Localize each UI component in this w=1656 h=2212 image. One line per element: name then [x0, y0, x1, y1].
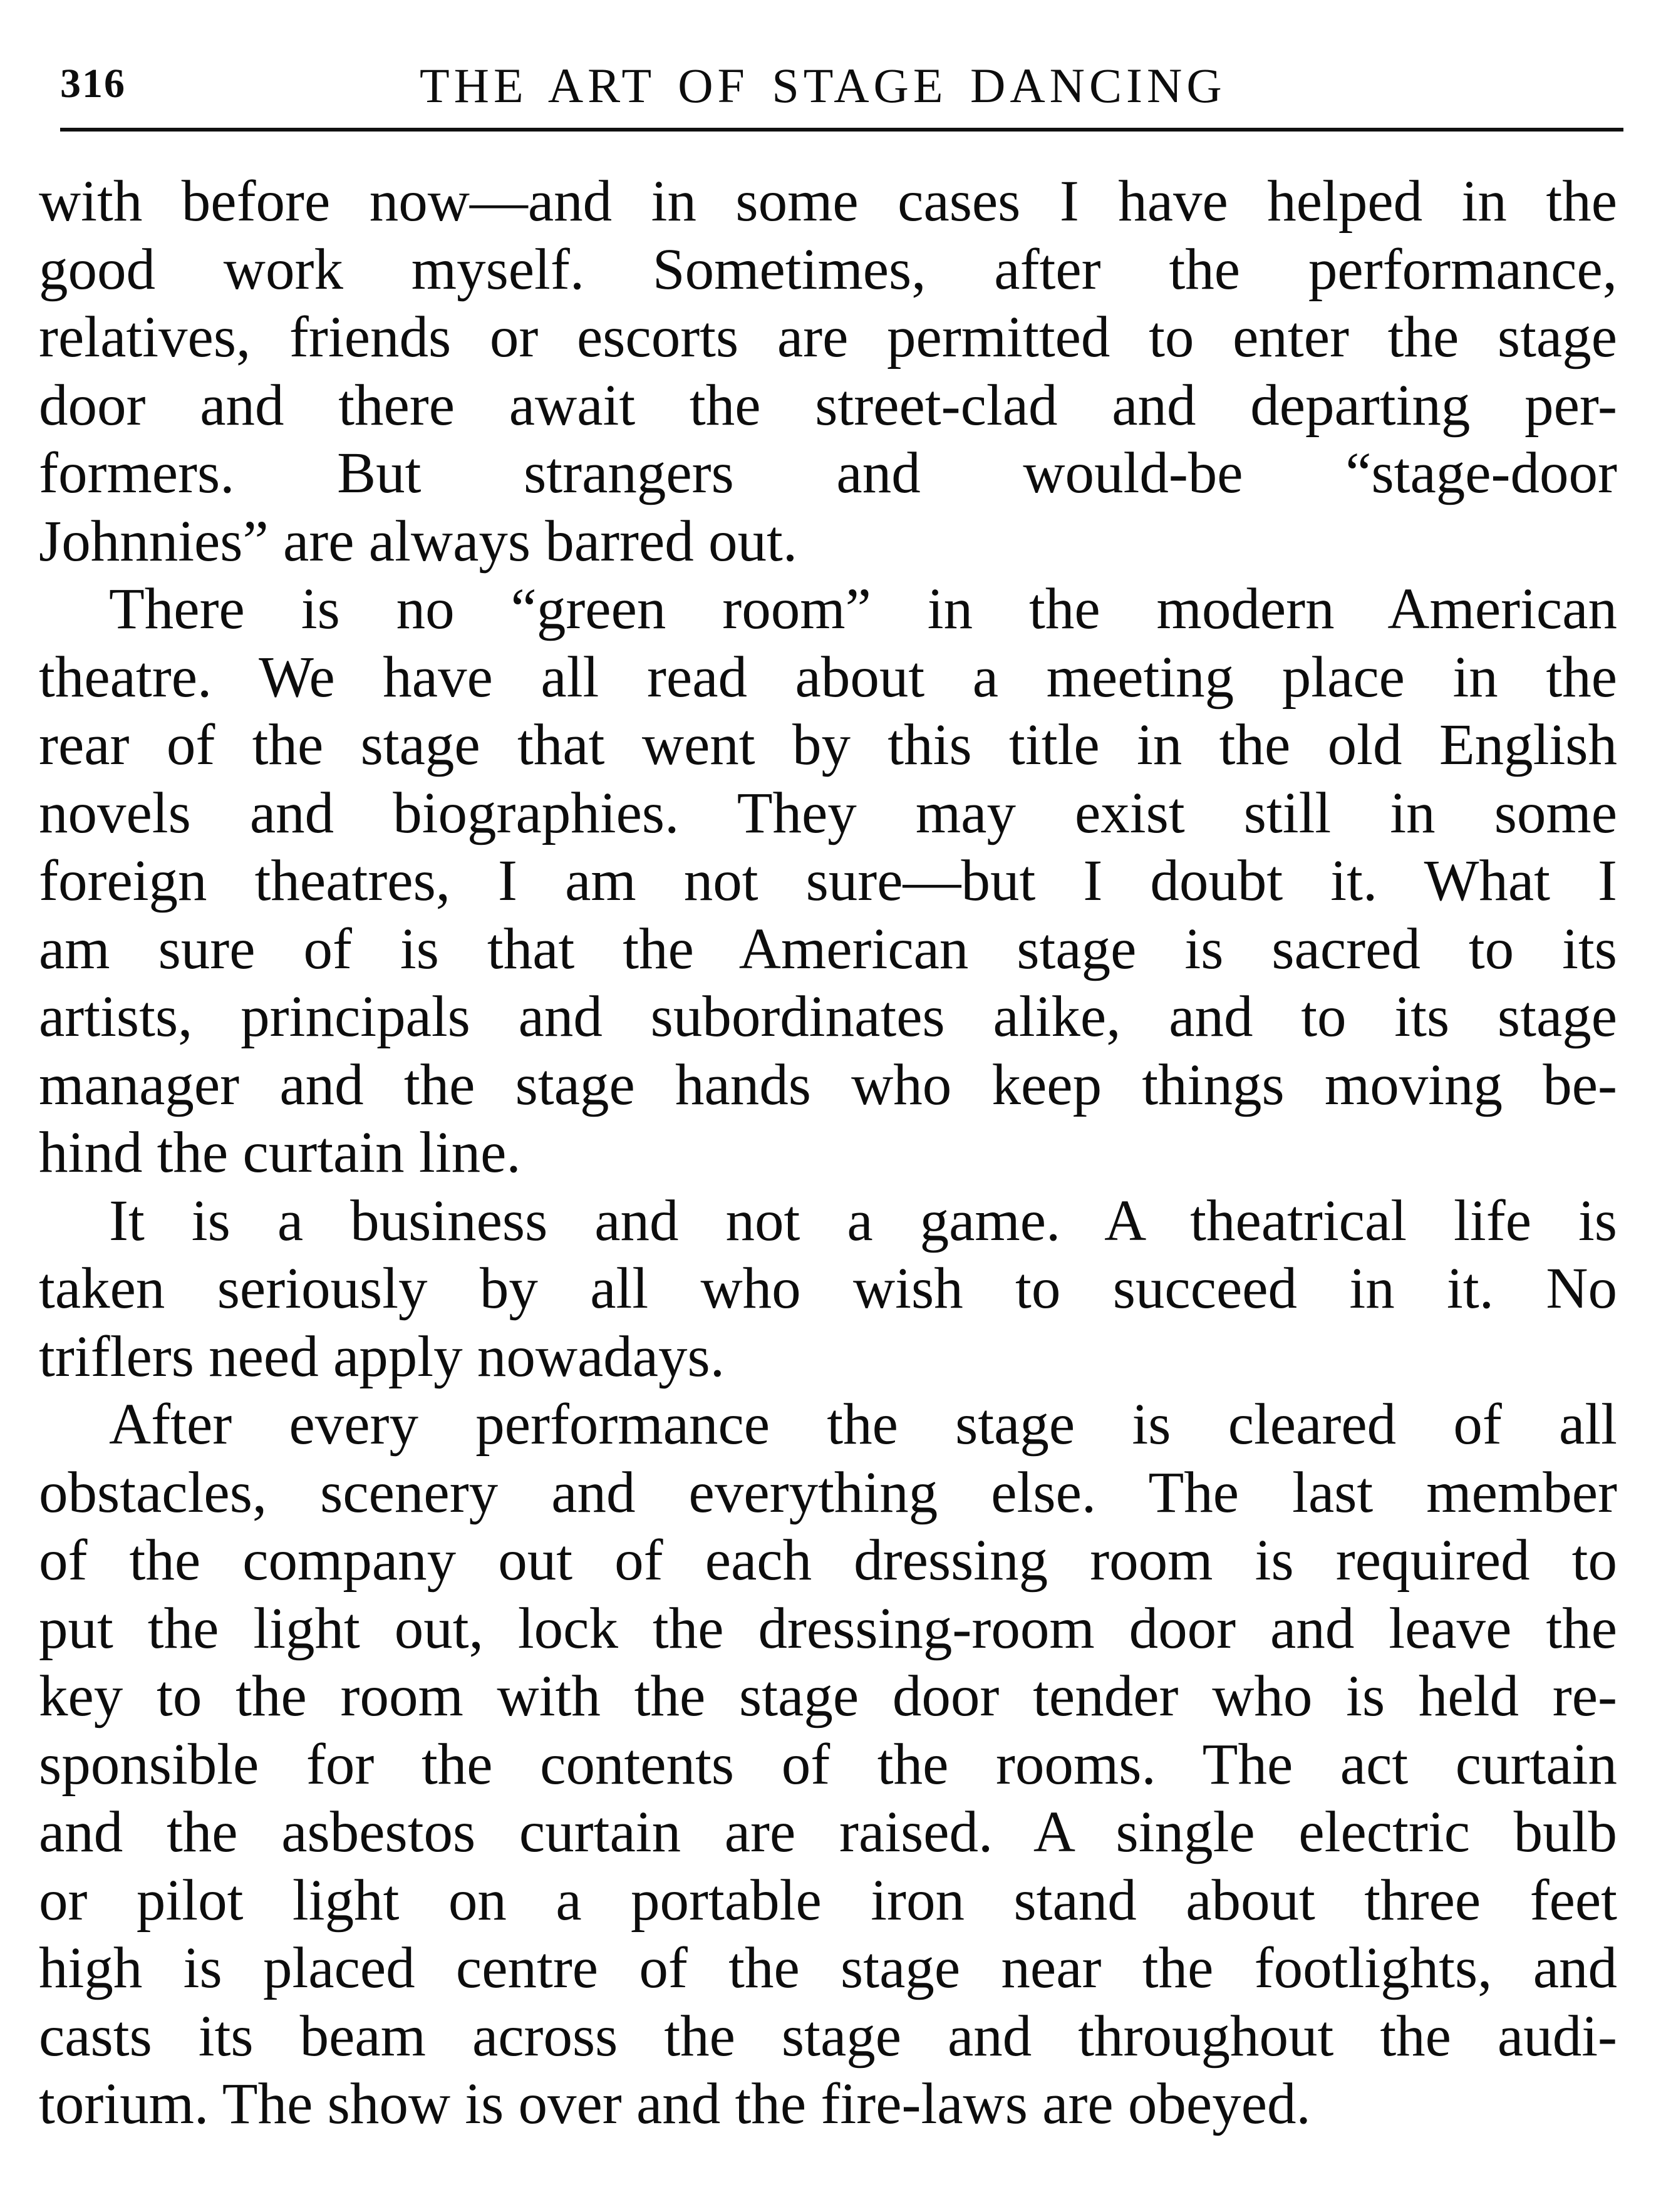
text-line: hind the curtain line.	[39, 1120, 521, 1185]
text-line: There is no “green room” in the modern American	[109, 577, 1617, 641]
text-line: high is placed centre of the stage near the footlights, and	[39, 1936, 1617, 2000]
page-number: 316	[60, 61, 126, 106]
header-rule	[60, 128, 1623, 132]
paragraph	[39, 168, 1617, 576]
text-line: rear of the stage that went by this title in the old English	[39, 713, 1617, 777]
text-line: with before now—and in some cases I have helped in the	[39, 169, 1617, 234]
text-line: artists, principals and subordinates alike, and to its stage	[39, 985, 1617, 1049]
running-title: THE ART OF STAGE DANCING	[420, 58, 1226, 113]
text-line: torium. The show is over and the fire-laws are obeyed.	[39, 2072, 1311, 2136]
text-line: It is a business and not a game. A theatrical life is	[109, 1188, 1617, 1253]
text-line: formers. But strangers and would-be “stage-door	[39, 441, 1617, 505]
text-line: am sure of is that the American stage is sacred to its	[39, 916, 1617, 981]
text-line: theatre. We have all read about a meeting place in the	[39, 644, 1617, 710]
text-line: key to the room with the stage door tender who is held re-	[39, 1664, 1617, 1729]
body-text	[39, 168, 1617, 2139]
text-line: put the light out, lock the dressing-room door and leave the	[39, 1596, 1617, 1661]
text-line: of the company out of each dressing room is required to	[39, 1528, 1617, 1593]
paragraph	[39, 1187, 1617, 1392]
text-line: relatives, friends or escorts are permitted to enter the stage	[39, 305, 1617, 370]
paragraph	[39, 1391, 1617, 2139]
text-line: good work myself. Sometimes, after the performance,	[39, 237, 1617, 302]
text-line: novels and biographies. They may exist still in some	[39, 780, 1617, 845]
running-head	[60, 58, 1623, 120]
text-line: After every performance the stage is cleared of all	[109, 1392, 1617, 1457]
text-line: manager and the stage hands who keep things moving be-	[39, 1052, 1617, 1117]
paragraph	[39, 576, 1617, 1187]
text-line: foreign theatres, I am not sure—but I doubt it. What I	[39, 849, 1617, 913]
text-line: and the asbestos curtain are raised. A single electric bulb	[39, 1800, 1617, 1864]
text-line: Johnnies” are always barred out.	[39, 509, 798, 574]
text-line: or pilot light on a portable iron stand about three feet	[39, 1868, 1617, 1933]
text-line: casts its beam across the stage and throughout the audi-	[39, 2003, 1617, 2069]
text-line: door and there await the street-clad and departing per-	[39, 373, 1617, 438]
text-line: obstacles, scenery and everything else. The last member	[39, 1460, 1617, 1525]
text-line: triflers need apply nowadays.	[39, 1324, 725, 1389]
text-line: taken seriously by all who wish to succeed in it. No	[39, 1256, 1617, 1321]
text-line: sponsible for the contents of the rooms. The act curtain	[39, 1732, 1617, 1797]
